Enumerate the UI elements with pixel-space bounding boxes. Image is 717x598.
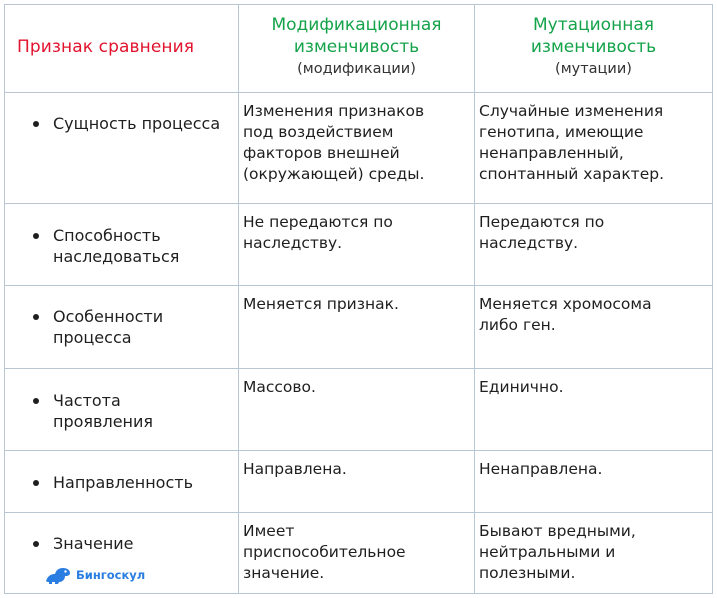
mutation-cell (475, 513, 712, 594)
comparison-table (4, 4, 713, 594)
modification-cell (239, 204, 475, 285)
feature-label: Частота проявления (53, 391, 154, 431)
modification-value: Имеет приспособительное значение. (243, 522, 406, 582)
table-row (5, 450, 712, 512)
modification-value: Направлена. (243, 460, 347, 478)
modification-cell (239, 93, 475, 203)
mutation-cell (475, 369, 712, 450)
bullet-icon (33, 233, 39, 239)
bullet-icon (33, 398, 39, 404)
mutation-cell (475, 286, 712, 368)
bullet-icon (33, 314, 39, 320)
header-mutation-subtitle: (мутации) (555, 61, 632, 77)
header-modification-title-line2: изменчивость (293, 37, 420, 57)
header-feature-label: Признак сравнения (17, 37, 195, 57)
table-row (5, 203, 712, 285)
modification-cell (239, 369, 475, 450)
feature-label: Направленность (53, 473, 194, 492)
mutation-value: Ненаправлена. (479, 460, 603, 478)
mutation-value: Бывают вредными, нейтральными и полезными. (479, 522, 636, 582)
modification-value: Массово. (243, 378, 316, 396)
modification-cell (239, 513, 475, 594)
header-mutation-title-line1: Мутационная (533, 15, 654, 35)
bullet-icon (33, 121, 39, 127)
mutation-value: Передаются по наследству. (479, 213, 605, 252)
feature-cell (5, 451, 239, 512)
mutation-value: Случайные изменения генотипа, имеющие ненаправленный, спонтанный характер. (479, 102, 665, 183)
feature-label: Сущность процесса (53, 114, 221, 133)
table-row (5, 368, 712, 450)
brand-name: Бингоскул (76, 568, 146, 582)
header-cell-modification (239, 5, 475, 92)
bullet-icon (33, 480, 39, 486)
feature-label: Особенности процесса (53, 307, 164, 347)
feature-cell (5, 369, 239, 450)
modification-value: Меняется признак. (243, 295, 399, 313)
header-modification-subtitle: (модификации) (297, 61, 416, 77)
feature-cell (5, 286, 239, 368)
mutation-cell (475, 204, 712, 285)
mutation-cell (475, 93, 712, 203)
header-cell-feature (5, 5, 239, 92)
table-header-row (5, 5, 712, 92)
feature-cell (5, 93, 239, 203)
brand-logo (44, 565, 145, 585)
modification-value: Изменения признаков под воздействием факторов внешней (окружающей) среды. (243, 102, 425, 183)
mutation-value: Единично. (479, 378, 564, 396)
mutation-cell (475, 451, 712, 512)
header-mutation-title-line2: изменчивость (530, 37, 657, 57)
mutation-value: Меняется хромосома либо ген. (479, 295, 652, 334)
feature-label: Способность наследоваться (53, 226, 180, 266)
header-modification-title-line1: Модификационная (271, 15, 442, 35)
feature-cell (5, 204, 239, 285)
bullet-icon (33, 541, 39, 547)
modification-cell (239, 286, 475, 368)
modification-value: Не передаются по наследству. (243, 213, 393, 252)
dinosaur-logo-icon (44, 565, 72, 585)
modification-cell (239, 451, 475, 512)
feature-label: Значение (53, 534, 134, 553)
table-row (5, 285, 712, 368)
table-row (5, 92, 712, 203)
header-cell-mutation (475, 5, 712, 92)
